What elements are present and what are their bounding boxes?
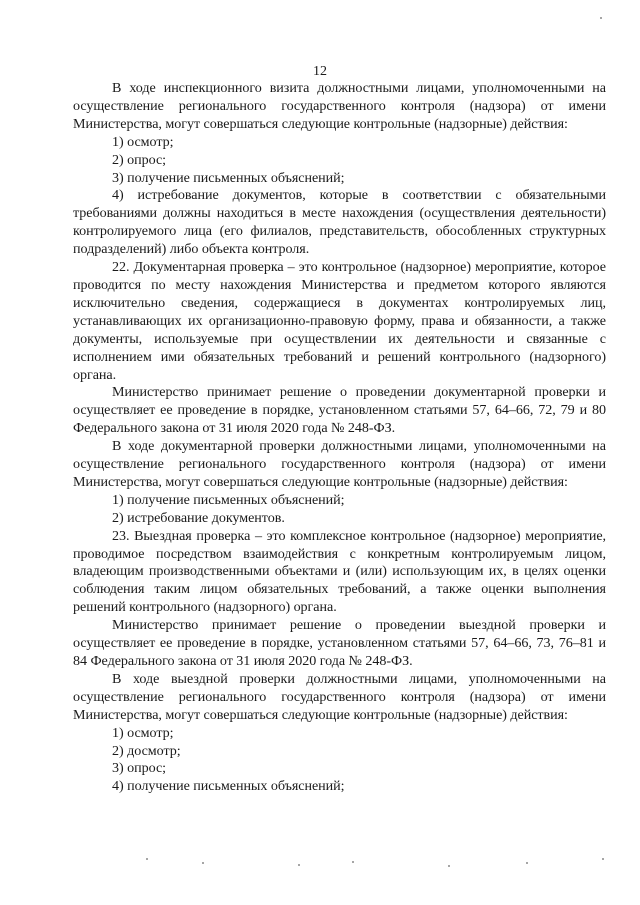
paragraph: В ходе инспекционного визита должностными лицами, уполномоченными на осуществление регионального государственного контроля (надзора) от имени Министерства, могут совершаться следующие контрольные (надзорные) действия: (73, 80, 606, 132)
paragraph: 22. Документарная проверка – это контрольное (надзорное) мероприятие, которое проводится по месту нахождения Министерства и предметом которого являются исключительно сведения, содержащиеся в документах контролируемых лиц, устанавливающих их организационно-правовую форму, права и обязанности, а также документы, используемые при осуществлении их деятельности и связанные с исполнением ими обязательных требований и решений контрольного (надзорного) органа. (73, 259, 606, 383)
list-item: 3) опрос; (112, 760, 167, 777)
list-item: 1) осмотр; (112, 724, 174, 741)
list-item: 1) получение письменных объяснений; (112, 491, 345, 508)
list-item: 1) осмотр; (112, 133, 174, 150)
list-item: 2) истребование документов. (112, 509, 285, 526)
scan-speck (202, 862, 204, 864)
paragraph: Министерство принимает решение о проведении выездной проверки и осуществляет ее проведение в порядке, установленном статьями 57, 64–66, 73, 76–81 и 84 Федерального закона от 31 июля 2020 года № 248-ФЗ. (73, 617, 606, 669)
scan-speck (602, 858, 604, 860)
paragraph: 23. Выездная проверка – это комплексное контрольное (надзорное) мероприятие, проводимое посредством взаимодействия с конкретным контролируемым лицом, владеющим производственными объектами и (или) использующим их, в целях оценки соблюдения таким лицом обязательных требований, а также оценки выполнения решений контрольного (надзорного) органа. (73, 527, 606, 616)
scan-speck (298, 864, 300, 866)
document-body (73, 80, 606, 796)
scan-speck (448, 865, 450, 867)
scan-speck (352, 861, 354, 863)
list-item: 4) получение письменных объяснений; (112, 778, 345, 795)
scan-speck (526, 862, 528, 864)
list-item: 2) опрос; (112, 151, 167, 168)
paragraph: В ходе документарной проверки должностными лицами, уполномоченными на осуществление регионального государственного контроля (надзора) от имени Министерства, могут совершаться следующие контрольные (надзорные) действия: (73, 438, 606, 490)
list-item: 2) досмотр; (112, 742, 181, 759)
paragraph: Министерство принимает решение о проведении документарной проверки и осуществляет ее проведение в порядке, установленном статьями 57, 64–66, 72, 79 и 80 Федерального закона от 31 июля 2020 года № 248-ФЗ. (73, 384, 606, 437)
page-number: 12 (313, 64, 327, 79)
list-item: 4) истребование документов, которые в соответствии с обязательными требованиями должны находиться в месте нахождения (осуществления деятельности) контролируемого лица (его филиалов, представительств, обособленных структурных подразделений) либо объекта контроля. (73, 187, 606, 258)
list-item: 3) получение письменных объяснений; (112, 169, 345, 186)
paragraph: В ходе выездной проверки должностными лицами, уполномоченными на осуществление регионального государственного контроля (надзора) от имени Министерства, могут совершаться следующие контрольные (надзорные) действия: (73, 670, 606, 723)
scan-speck (146, 858, 148, 860)
scan-speck (600, 17, 602, 19)
